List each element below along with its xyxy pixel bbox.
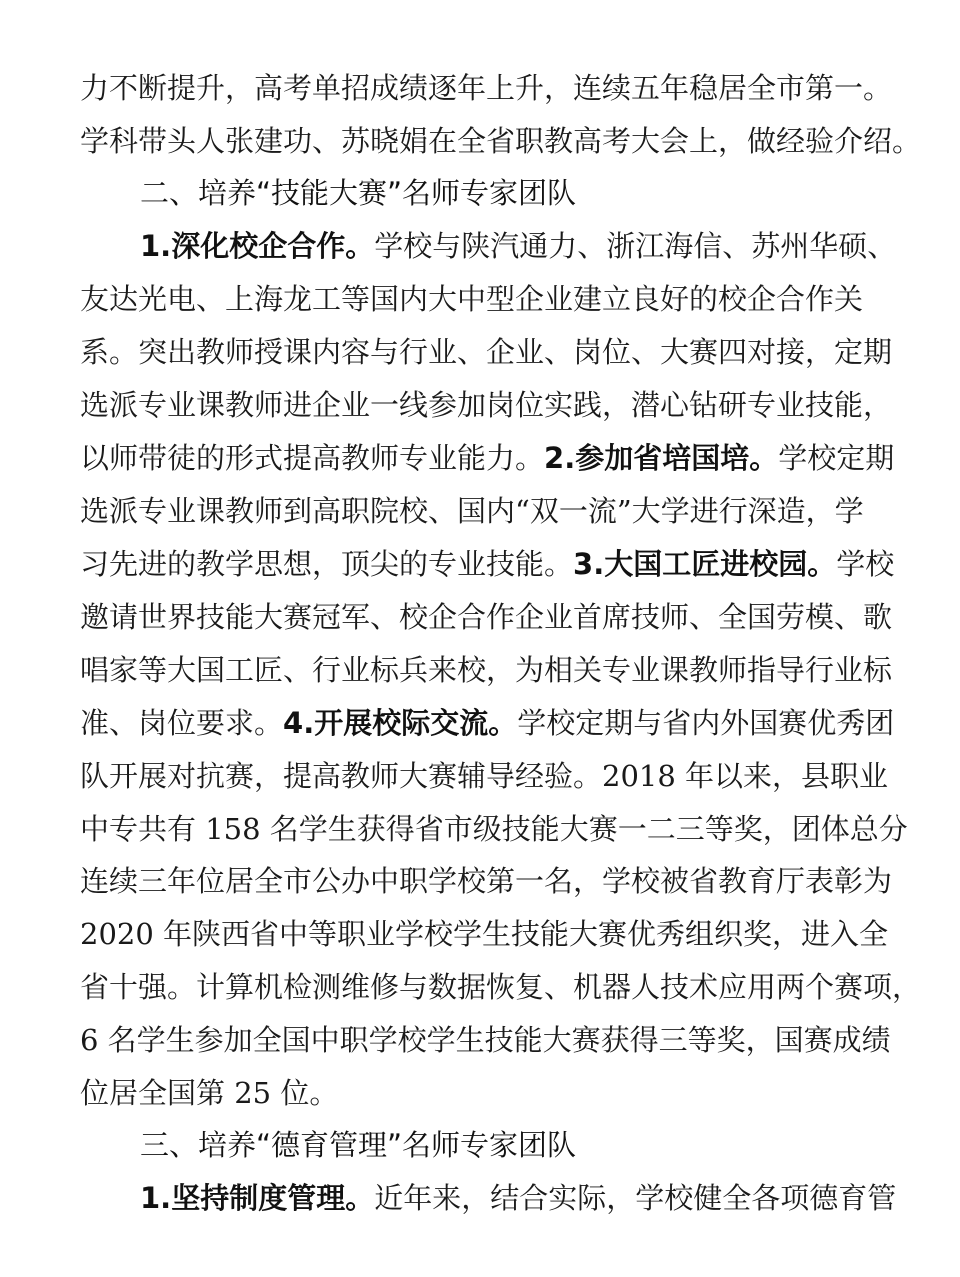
body-text: 系。突出教师授课内容与行业、企业、岗位、大赛四对接，定期: [80, 335, 893, 369]
paragraph-line: [80, 967, 922, 1007]
body-text: 邀请世界技能大赛冠军、校企合作企业首席技师、全国劳模、歌: [80, 600, 893, 634]
section-heading: [140, 173, 892, 213]
body-text: 连续三年位居全市公办中职学校第一名，学校被省教育厅表彰为: [80, 864, 893, 898]
paragraph-line: [80, 703, 895, 743]
body-text: 选派专业课教师到高职院校、国内“双一流”大学进行深造，学: [80, 494, 864, 528]
paragraph-line: [80, 597, 892, 637]
body-text: 学科带头人张建功、苏晓娟在全省职教高考大会上，做经验介绍。: [80, 124, 922, 158]
paragraph-line: [140, 1178, 897, 1218]
body-text: 学校: [836, 547, 895, 581]
body-text: 学校定期: [778, 441, 895, 475]
item-lead-text: 4.开展校际交流。: [283, 706, 518, 740]
body-text: 学校与陕汽通力、浙江海信、苏州华硕、: [374, 229, 897, 263]
paragraph-line: [80, 756, 892, 796]
body-text: 力不断提升，高考单招成绩逐年上升，连续五年稳居全市第一。: [80, 71, 893, 105]
body-text: 准、岗位要求。: [80, 706, 284, 740]
body-text: 友达光电、上海龙工等国内大中型企业建立良好的校企合作关: [80, 282, 864, 316]
paragraph-line: [80, 1073, 892, 1113]
item-lead-text: 1.深化校企合作。: [140, 229, 375, 263]
paragraph-line: [80, 861, 892, 901]
body-text: 省十强。计算机检测维修与数据恢复、机器人技术应用两个赛项，: [80, 970, 922, 1004]
section-heading: [140, 1125, 892, 1165]
body-text: 中专共有 158 名学生获得省市级技能大赛一二三等奖，团体总分: [80, 812, 908, 846]
body-text: 以师带徒的形式提高教师专业能力。: [80, 441, 545, 475]
item-lead-text: 2.参加省培国培。: [544, 441, 779, 475]
body-text: 选派专业课教师进企业一线参加岗位实践，潜心钻研专业技能，: [80, 388, 893, 422]
paragraph-line: [80, 68, 892, 108]
paragraph-line: [140, 226, 897, 266]
paragraph-line: [80, 332, 892, 372]
body-text: 2020 年陕西省中等职业学校学生技能大赛优秀组织奖，进入全: [80, 917, 889, 951]
body-text: 6 名学生参加全国中职学校学生技能大赛获得三等奖，国赛成绩: [80, 1023, 891, 1057]
body-text: 近年来，结合实际，学校健全各项德育管: [374, 1181, 897, 1215]
paragraph-line: [80, 385, 892, 425]
body-text: 学校定期与省内外国赛优秀团: [517, 706, 895, 740]
paragraph-line: [80, 914, 892, 954]
body-text: 二、培养“技能大赛”名师专家团队: [140, 176, 577, 210]
paragraph-line: [80, 491, 892, 531]
paragraph-line: [80, 121, 922, 161]
paragraph-line: [80, 1020, 892, 1060]
item-lead-text: 1.坚持制度管理。: [140, 1181, 375, 1215]
paragraph-line: [80, 438, 895, 478]
paragraph-line: [80, 809, 908, 849]
item-lead-text: 3.大国工匠进校园。: [573, 547, 837, 581]
body-text: 习先进的教学思想，顶尖的专业技能。: [80, 547, 574, 581]
body-text: 唱家等大国工匠、行业标兵来校，为相关专业课教师指导行业标: [80, 653, 893, 687]
paragraph-line: [80, 279, 892, 319]
paragraph-line: [80, 650, 892, 690]
body-text: 位居全国第 25 位。: [80, 1076, 339, 1110]
body-text: 队开展对抗赛，提高教师大赛辅导经验。2018 年以来，县职业: [80, 759, 889, 793]
paragraph-line: [80, 544, 895, 584]
body-text: 三、培养“德育管理”名师专家团队: [140, 1128, 577, 1162]
